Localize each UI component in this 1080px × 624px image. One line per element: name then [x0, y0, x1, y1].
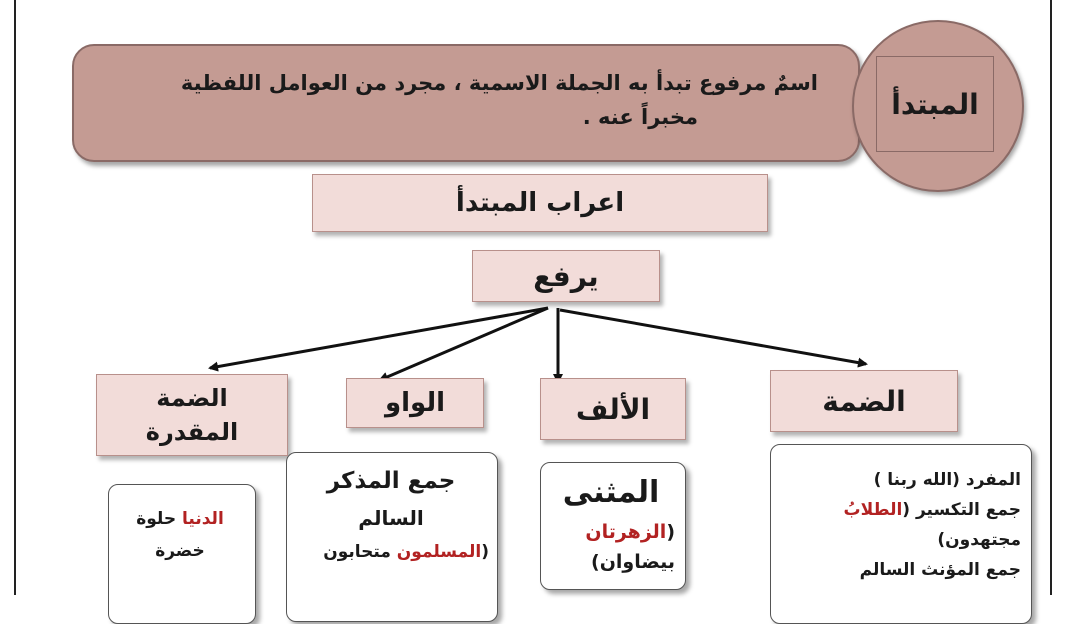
marker-damma — [770, 370, 958, 432]
muqaddara-example-1 — [115, 503, 245, 535]
alif-example-2 — [547, 517, 675, 547]
waw-example-2: السالم — [358, 506, 424, 530]
damma-example-4: جمع المؤنث السالم — [859, 560, 1021, 580]
alif-example-title: المثنى — [562, 475, 660, 510]
examples-damma — [770, 444, 1032, 624]
damma-example-3: مجتهدون) — [937, 530, 1021, 550]
definition-line-2: مخبراً عنه . — [582, 105, 698, 129]
case-label: يرفع — [533, 259, 599, 293]
waw-example-3 — [293, 535, 489, 569]
marker-waw-label: الواو — [384, 388, 446, 418]
arrow-to-damma — [560, 310, 866, 364]
irab-title: اعراب المبتدأ — [455, 188, 625, 218]
definition-line-1: اسمٌ مرفوع تبدأ به الجملة الاسمية ، مجرد من العوامل اللفظية — [180, 71, 818, 95]
examples-waw — [286, 452, 498, 622]
marker-muqaddara-label-1: الضمة — [156, 384, 228, 412]
muqaddara-example-rest: حلوة — [136, 509, 183, 529]
alif-example-highlight: الزهرتان — [585, 521, 667, 543]
arrow-to-waw — [380, 308, 548, 380]
waw-example-rest: متحابون — [323, 542, 397, 562]
marker-muqaddara-label-2: المقدرة — [145, 418, 239, 446]
examples-alif — [540, 462, 686, 590]
alif-example-open: ( — [666, 521, 675, 543]
marker-alif — [540, 378, 686, 440]
arrow-to-damma-muqaddara — [210, 308, 548, 368]
waw-example-title: جمع المذكر — [326, 468, 456, 494]
waw-example-highlight: المسلمون — [396, 542, 482, 562]
muqaddara-example-highlight: الدنيا — [182, 509, 224, 529]
marker-waw — [346, 378, 484, 428]
marker-alif-label: الألف — [575, 392, 651, 426]
alif-example-3: بيضاوان) — [591, 551, 675, 573]
damma-example-2-text: جمع التكسير ( — [902, 500, 1021, 520]
examples-muqaddara — [108, 484, 256, 624]
waw-example-open: ( — [481, 542, 489, 562]
damma-example-2 — [779, 495, 1021, 525]
term-label: المبتدأ — [876, 56, 994, 152]
marker-damma-label: الضمة — [822, 384, 906, 418]
damma-example-2-highlight: الطلابُ — [843, 500, 903, 520]
marker-damma-muqaddara — [96, 374, 288, 456]
damma-example-1: المفرد (الله ربنا ) — [873, 470, 1021, 490]
muqaddara-example-2: خضرة — [155, 541, 205, 561]
